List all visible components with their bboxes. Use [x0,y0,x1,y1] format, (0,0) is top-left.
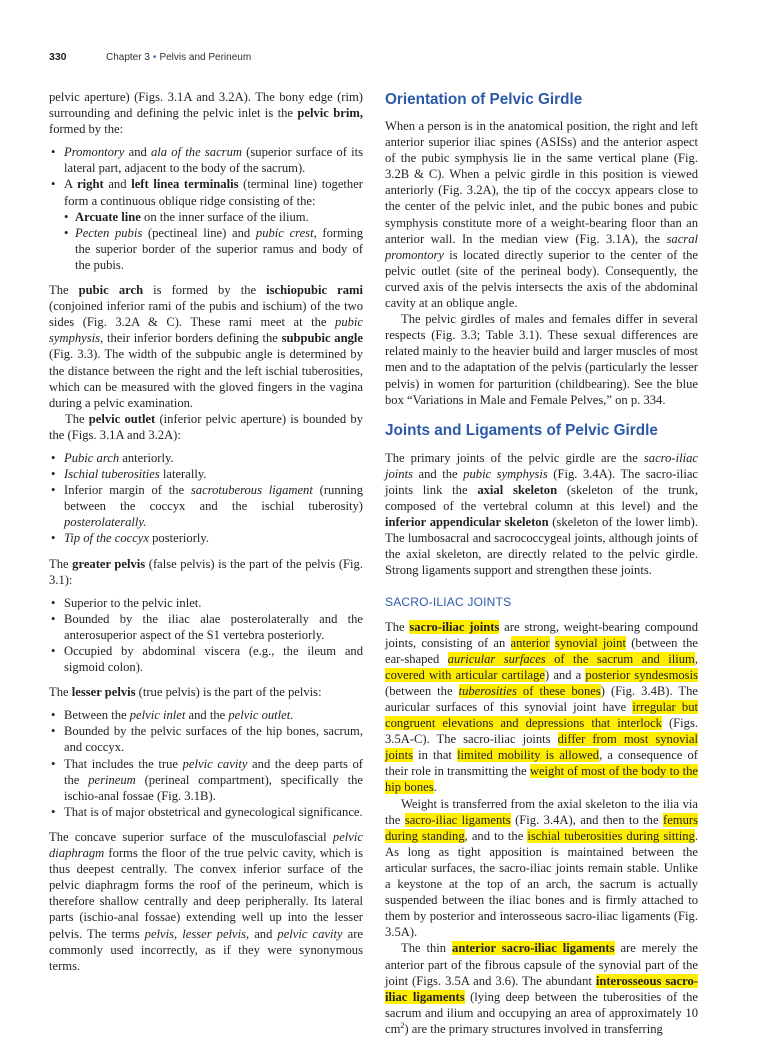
text-run: posterolaterally. [64,515,147,530]
text-run: (running between the coccyx and the ischial tuberosity) [64,483,364,514]
text-run: are merely the anterior part of the fibrous capsule of the synovial part of the joint (Figs. 3.5A and 3.6). The abundant [385,941,699,988]
list-item [49,144,363,176]
text-run: When a person is in the anatomical position, the right and left anterior superior iliac spines (ASISs) and the anterior aspect of the pubic symphysis lie in the same vertical plane (Fig. 3.2B & C). When a pelvic girdle in this position is viewed anteriorly (Fig. 3.2A), the tip of the coccyx appears close to the center of the pelvic inlet, and the pubic bones and pubic symphysis constitute more of a weight-bearing floor than an anterior wall. In the median view (Fig. 3.1A), the [385,119,698,246]
list-item [49,723,363,755]
text-run: their inferior borders defining the [103,331,282,346]
text-run: 2 [400,1020,405,1030]
list-item [49,530,363,546]
text-run: pubic arch [78,283,144,298]
text-run: anteriorly. [119,450,174,465]
highlighted-text: femurs during standing [385,812,698,843]
list-item [49,466,363,482]
text-run: pelvic brim, [297,106,363,121]
text-run: (false pelvis) is the part of the pelvis (Fig. 3.1): [49,556,363,587]
paragraph [385,796,698,941]
highlighted-text: auricular surfaces [447,651,546,666]
text-run: (Fig. 3.4A). The sacro-iliac joints link the [385,466,699,497]
pelvic-brim-list [49,144,363,273]
text-run: Between the [64,708,130,723]
text-run: is formed by the [143,283,267,298]
text-run: The [65,411,89,426]
text-run: ischiopubic rami [266,283,363,298]
text-run: lesser pelvis [71,685,136,700]
text-run: in that [413,748,458,763]
text-run: That is of major obstetrical and gynecological significance. [64,804,363,819]
text-run: and [124,145,151,160]
text-run: ) and a [544,667,586,682]
text-run: forms the floor of the true pelvic cavity, which is thus deepest centrally. The convex inferior surface of the pelvic diaphragm forms the roof of the perineum, which is therefore shallow centrally and deep peripherally. Its lateral parts (ischio-anal fossae) extending well up into the lesser pelvis. The terms [49,846,363,941]
list-item [49,756,363,804]
page-number: 330 [49,51,67,63]
text-run: greater pelvis [72,556,146,571]
highlighted-text: irregular but congruent elevations and depressions that interlock [385,700,698,731]
section-label: Pelvis and Perineum [159,52,252,63]
highlighted-text: ischial tuberosities during sitting [527,828,695,843]
paragraph [49,282,363,411]
text-run: (pectineal line) and [142,225,256,240]
paragraph [385,619,698,796]
text-run: That includes the true [64,756,183,771]
paragraph [49,829,363,974]
subsection-heading: SACRO-ILIAC JOINTS [385,595,512,610]
text-run: (terminal line) together form a continuous oblique ridge consisting of the: [64,177,363,208]
paragraph [385,940,698,1037]
text-run: Arcuate line [75,209,141,224]
lesser-pelvis-list [49,707,363,820]
text-run: Ischial tuberosities [64,467,160,482]
text-run: is located directly superior to the center of the pelvic outlet (site of the perineal body). Consequently, the curved axis of the pelvis intersects the axis of the abdominal cavity at an oblique angle. [385,247,698,311]
text-run: and the [185,708,229,723]
highlighted-text: limited mobility is allowed [457,748,600,763]
highlighted-text: differ from most synovial joints [385,732,698,763]
pelvic-outlet-list [49,450,363,547]
linea-terminalis-sublist [64,209,363,273]
text-run: Pubic arch [64,450,120,465]
highlighted-text: posterior syndesmosis [585,667,698,682]
highlighted-text: of the sacrum and ilium [545,651,695,666]
text-run: pelvic inlet [129,708,186,723]
separator-dot: • [152,52,157,63]
text-run: on the inner surface of the ilium. [140,209,309,224]
text-run: ) are the primary structures involved in transferring [404,1021,663,1036]
text-run: Bounded by the pelvic surfaces of the hip bones, sacrum, and coccyx. [64,724,363,755]
text-run: , [694,651,699,666]
section-heading: Orientation of Pelvic Girdle [385,91,583,108]
sublist-item [64,209,363,225]
text-run: . As long as tight apposition is maintained between the articular surfaces, the sacro-iliac joints remain stable. Unlike a keystone at the top of an arch, the sacrum is actually suspended between the iliac bones and is firmly attached to them by posterior and interosseous sacro-iliac ligaments (Fig. 3.5A). [385,828,698,940]
list-item-text [64,177,363,207]
list-item [49,450,363,466]
text-run: (lying deep between the tuberosities of the sacrum and ilium and occupying an area of approximately 10 cm [385,989,698,1036]
text-run: perineum [88,772,136,787]
text-run: The concave superior surface of the musculofascial [49,829,333,844]
text-run: Occupied by abdominal viscera (e.g., the ileum and sigmoid colon). [64,644,363,675]
left-column [49,89,363,974]
list-item [49,707,363,723]
section-heading: Joints and Ligaments of Pelvic Girdle [385,421,658,439]
paragraph [49,89,363,137]
right-column [385,89,698,1037]
text-run: are strong, weight-bearing compound joints, consisting of an [385,619,699,650]
list-item [49,595,363,611]
text-run: are commonly used incorrectly, as if they were synonymous terms. [49,926,363,973]
text-run: (skeleton of the lower limb). The lumbosacral and sacrococcygeal joints, although joints of the axial skeleton, are directly related to the pelvic girdle. Strong ligaments support and strengthen these joints. [385,515,698,578]
sublist-item [64,225,363,273]
text-run: (between the [385,683,459,698]
list-item [49,804,363,820]
text-run: The [385,619,410,634]
text-run: (true pelvis) is the part of the pelvis: [135,685,322,700]
text-run: Inferior margin of the [64,483,191,498]
text-run: , a consequence of their role in transmitting the [385,748,698,779]
text-run: The primary joints of the pelvic girdle are the [385,450,644,465]
text-run: , and to the [464,828,528,843]
paragraph [49,411,363,443]
text-run: right [77,177,104,192]
text-run: . [433,780,437,795]
text-run: posteriorly. [148,531,210,546]
list-item [49,643,363,675]
highlighted-text: of these bones [516,683,601,698]
paragraph [49,556,363,588]
highlighted-text: weight of most of the body to the hip bones [385,764,699,795]
text-run: (skeleton of the trunk, composed of the vertebral column at this level) and the [385,482,698,513]
text-run: pubic crest, [255,225,317,240]
text-run: sacro-iliac joints [385,450,698,481]
text-run: subpubic angle [281,331,363,346]
text-run: ) (Fig. 3.4B). The auricular surfaces of this synovial joint have [385,683,698,714]
text-run: pelvic cavity [182,756,248,771]
text-run: Bounded by the iliac alae posterolaterally and the anterosuperior aspect of the S1 vertebra posteriorly. [64,611,363,642]
text-run: forming the superior border of the superior ramus and body of the pubis. [75,225,363,272]
text-run: The [49,685,72,700]
highlighted-text: sacro-iliac joints [409,619,500,634]
text-run: and [103,177,132,192]
text-run: pelvis, lesser pelvis, [144,926,250,941]
text-run: sacrotuberous ligament [190,483,313,498]
highlighted-text: anterior [510,635,550,650]
highlighted-text: tuberosities [458,683,517,698]
highlighted-text: anterior sacro-iliac ligaments [452,941,615,956]
list-item [49,611,363,643]
text-run: and [249,926,278,941]
text-run: axial skeleton [477,482,558,497]
text-run: and the [413,466,464,481]
text-run: inferior appendicular skeleton [385,515,549,530]
text-run: The thin [401,941,453,956]
text-run: pelvic diaphragm [49,829,363,861]
text-run: Promontory [64,145,125,160]
paragraph [49,684,363,700]
text-run: A [64,177,78,192]
text-run: and the deep parts of the [64,756,363,787]
text-run: pubic symphysis, [49,315,363,346]
text-run: (superior surface of its lateral part, adjacent to the body of the sacrum). [64,145,363,176]
list-item [49,176,363,273]
text-run: Pecten pubis [75,225,143,240]
text-run: laterally. [159,467,207,482]
highlighted-text: interosseous sacro-iliac ligaments [385,973,698,1004]
text-run: (Fig. 3.3). The width of the subpubic angle is determined by the distance between the right and the left ischial tuberosities, which can be measured with the gloved fingers in the vagina during a pelvic examination. [49,347,363,410]
running-head [106,52,251,63]
text-run: pelvic cavity [277,926,343,941]
text-run: (inferior pelvic aperture) is bounded by the (Figs. 3.1A and 3.2A): [49,411,363,442]
text-run: sacral promontory [385,231,698,262]
greater-pelvis-list [49,595,363,675]
highlighted-text: covered with articular cartilage [385,667,545,682]
paragraph [385,311,698,408]
text-run: formed by the: [49,122,124,137]
text-run: ala of the sacrum [151,145,242,160]
paragraph [385,450,698,579]
text-run: The pelvic girdles of males and females differ in several respects (Fig. 3.3; Table 3.1). These sexual differences are related mainly to the heavier build and larger muscles of most men and to the adaptation of the pelvis (particularly the lesser pelvis) in women for parturition (childbearing). See the blue box “Variations in Male and Female Pelves,” on p. 334. [385,312,698,407]
text-run: (Figs. 3.5A-C). The sacro-iliac joints [385,716,699,747]
text-run: pelvic outlet [88,411,156,426]
text-run: (between the ear-shaped [385,635,698,666]
text-run: Superior to the pelvic inlet. [64,595,202,610]
chapter-label: Chapter 3 [106,52,150,63]
text-run: The [49,556,73,571]
list-item [49,482,363,530]
highlighted-text: sacro-iliac ligaments [404,812,511,827]
text-run: Weight is transferred from the axial skeleton to the ilia via the [385,796,698,827]
text-run: (perineal compartment), specifically the ischio-anal fossae (Fig. 3.1B). [64,772,363,803]
text-run: (Fig. 3.4A), and then to the [510,812,663,827]
text-run: pubic symphysis [463,466,548,481]
text-run: (conjoined inferior rami of the pubis and ischium) of the two sides (Fig. 3.2A & C). These rami meet at the [49,299,363,330]
paragraph [385,118,698,311]
text-run: left linea terminalis [131,177,239,192]
text-run: Tip of the coccyx [64,531,149,546]
highlighted-text: synovial joint [554,635,626,650]
text-run: The [49,283,79,298]
text-run: pelvic aperture) (Figs. 3.1A and 3.2A). The bony edge (rim) surrounding and defining the pelvic inlet is the [49,90,363,121]
text-run: pelvic outlet. [228,708,294,723]
